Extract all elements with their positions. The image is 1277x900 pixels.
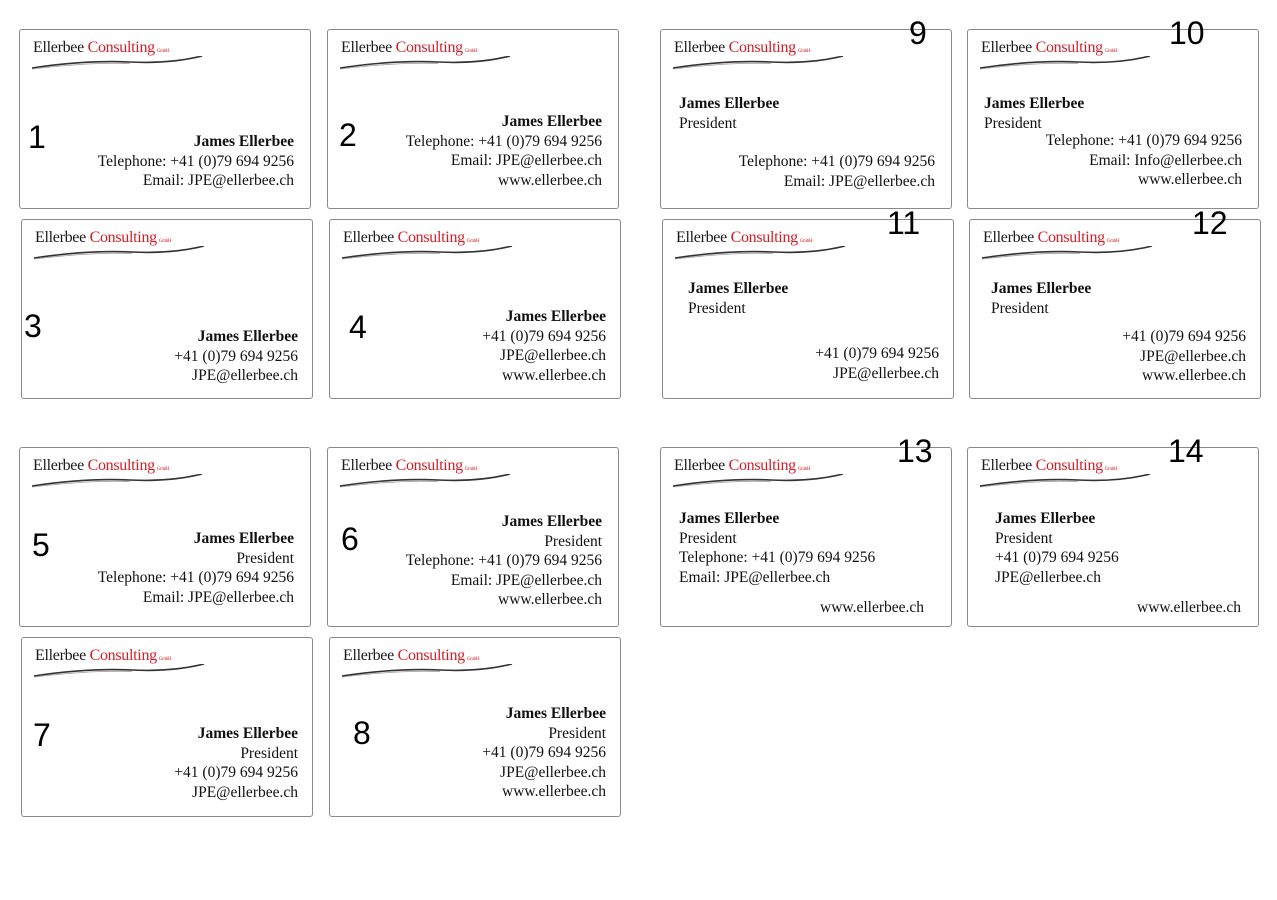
logo-word-ellerbee: Ellerbee — [35, 647, 86, 664]
company-logo — [343, 647, 518, 683]
company-logo — [35, 647, 210, 683]
logo-word-consulting: Consulting — [1035, 457, 1103, 474]
contact-block — [482, 704, 606, 802]
logo-suffix: GmbH — [464, 49, 478, 54]
company-logo — [981, 457, 1156, 493]
contact-block — [1046, 131, 1242, 190]
contact-title: President — [991, 299, 1049, 317]
contact-telephone: +41 (0)79 694 9256 — [995, 549, 1119, 567]
logo-swoosh-icon — [671, 474, 846, 492]
logo-suffix: GmbH — [158, 239, 172, 244]
contact-title: President — [548, 724, 606, 742]
logo-word-consulting: Consulting — [1035, 39, 1103, 56]
logo-word-consulting: Consulting — [397, 229, 465, 246]
card-number: 10 — [1169, 15, 1205, 51]
contact-email: JPE@ellerbee.ch — [833, 364, 939, 382]
logo-word-ellerbee: Ellerbee — [983, 229, 1034, 246]
business-card-3 — [21, 219, 313, 399]
contact-block — [406, 112, 602, 190]
logo-swoosh-icon — [30, 56, 205, 74]
contact-name: James Ellerbee — [193, 133, 294, 150]
logo-word-ellerbee: Ellerbee — [981, 457, 1032, 474]
card-number: 1 — [28, 119, 46, 155]
logo-word-ellerbee: Ellerbee — [676, 229, 727, 246]
contact-website: www.ellerbee.ch — [1137, 599, 1241, 616]
business-card-1 — [19, 29, 311, 209]
company-logo — [341, 457, 516, 493]
contact-title: President — [544, 532, 602, 550]
company-logo — [33, 457, 208, 493]
company-logo — [341, 39, 516, 75]
contact-name: James Ellerbee — [505, 308, 606, 325]
contact-name: James Ellerbee — [501, 113, 602, 130]
contact-name: James Ellerbee — [688, 280, 789, 297]
contact-email: JPE@ellerbee.ch — [192, 783, 298, 801]
contact-telephone: +41 (0)79 694 9256 — [482, 327, 606, 345]
contact-email: Email: JPE@ellerbee.ch — [679, 568, 831, 586]
logo-word-consulting: Consulting — [728, 457, 796, 474]
contact-website: www.ellerbee.ch — [502, 783, 606, 801]
contact-website: www.ellerbee.ch — [820, 599, 924, 616]
logo-word-ellerbee: Ellerbee — [341, 39, 392, 56]
business-card-7 — [21, 637, 313, 817]
company-logo — [676, 229, 851, 265]
contact-telephone: +41 (0)79 694 9256 — [1122, 328, 1246, 345]
contact-website: www.ellerbee.ch — [1138, 171, 1242, 189]
logo-swoosh-icon — [338, 56, 513, 74]
contact-title: President — [984, 114, 1042, 132]
logo-swoosh-icon — [340, 246, 515, 264]
logo-swoosh-icon — [340, 664, 515, 682]
logo-suffix: GmbH — [797, 49, 811, 54]
card-number: 14 — [1168, 433, 1204, 469]
contact-title: President — [688, 299, 746, 317]
logo-word-consulting: Consulting — [395, 457, 463, 474]
business-card-6 — [327, 447, 619, 627]
card-number: 6 — [341, 521, 359, 557]
logo-suffix: GmbH — [156, 467, 170, 472]
logo-word-consulting: Consulting — [89, 647, 157, 664]
company-logo — [35, 229, 210, 265]
logo-swoosh-icon — [338, 474, 513, 492]
card-number: 7 — [33, 717, 51, 753]
card-number: 4 — [349, 309, 367, 345]
contact-telephone: Telephone: +41 (0)79 694 9256 — [97, 152, 294, 170]
contact-telephone: Telephone: +41 (0)79 694 9256 — [1045, 132, 1242, 149]
logo-word-consulting: Consulting — [89, 229, 157, 246]
business-card-8 — [329, 637, 621, 817]
card-number: 8 — [353, 715, 371, 751]
contact-telephone: +41 (0)79 694 9256 — [174, 347, 298, 365]
card-number: 3 — [24, 308, 42, 344]
logo-word-ellerbee: Ellerbee — [674, 39, 725, 56]
contact-telephone: Telephone: +41 (0)79 694 9256 — [738, 153, 935, 170]
contact-name: James Ellerbee — [197, 725, 298, 742]
business-card-4 — [329, 219, 621, 399]
contact-title: President — [679, 529, 737, 547]
logo-word-ellerbee: Ellerbee — [981, 39, 1032, 56]
contact-telephone: Telephone: +41 (0)79 694 9256 — [405, 552, 602, 570]
contact-block — [679, 509, 875, 587]
contact-title: President — [995, 529, 1053, 547]
logo-suffix: GmbH — [464, 467, 478, 472]
contact-telephone: +41 (0)79 694 9256 — [482, 744, 606, 762]
contact-name-block — [991, 279, 1091, 318]
logo-word-consulting: Consulting — [1037, 229, 1105, 246]
contact-title: President — [236, 549, 294, 567]
company-logo — [33, 39, 208, 75]
card-number: 13 — [897, 433, 933, 469]
logo-word-consulting: Consulting — [730, 229, 798, 246]
company-logo — [674, 457, 849, 493]
logo-swoosh-icon — [32, 246, 207, 264]
logo-word-ellerbee: Ellerbee — [33, 39, 84, 56]
contact-email: Email: Info@ellerbee.ch — [1089, 151, 1242, 169]
contact-name: James Ellerbee — [679, 95, 780, 112]
contact-email: JPE@ellerbee.ch — [1140, 347, 1246, 365]
business-card-2 — [327, 29, 619, 209]
card-number: 5 — [32, 527, 50, 563]
logo-suffix: GmbH — [466, 239, 480, 244]
contact-name-block — [984, 94, 1084, 133]
logo-word-ellerbee: Ellerbee — [35, 229, 86, 246]
logo-suffix: GmbH — [1104, 467, 1118, 472]
contact-email: Email: JPE@ellerbee.ch — [450, 571, 602, 589]
contact-name: James Ellerbee — [991, 280, 1092, 297]
contact-block — [174, 724, 298, 802]
card-number: 2 — [339, 117, 357, 153]
logo-word-ellerbee: Ellerbee — [33, 457, 84, 474]
contact-block — [482, 307, 606, 385]
logo-swoosh-icon — [673, 246, 848, 264]
contact-block — [739, 152, 935, 191]
logo-suffix: GmbH — [466, 657, 480, 662]
contact-block — [406, 512, 602, 610]
contact-telephone: Telephone: +41 (0)79 694 9256 — [679, 549, 876, 567]
contact-name: James Ellerbee — [679, 510, 780, 527]
card-number: 9 — [909, 15, 927, 51]
business-card-14 — [967, 433, 1259, 627]
logo-swoosh-icon — [671, 56, 846, 74]
contact-website: www.ellerbee.ch — [1142, 367, 1246, 385]
contact-name-block — [679, 94, 779, 133]
contact-website: www.ellerbee.ch — [498, 591, 602, 609]
contact-block — [174, 327, 298, 386]
company-logo — [983, 229, 1158, 265]
contact-block — [815, 344, 939, 383]
contact-website: www.ellerbee.ch — [498, 171, 602, 189]
logo-suffix: GmbH — [1104, 49, 1118, 54]
contact-website: www.ellerbee.ch — [502, 366, 606, 384]
business-card-12 — [969, 205, 1261, 399]
business-card-11 — [662, 205, 954, 399]
contact-telephone: +41 (0)79 694 9256 — [815, 345, 939, 362]
contact-title: President — [679, 114, 737, 132]
logo-word-consulting: Consulting — [87, 39, 155, 56]
logo-swoosh-icon — [978, 474, 1153, 492]
contact-name: James Ellerbee — [197, 328, 298, 345]
contact-name-block — [688, 279, 788, 318]
contact-block — [995, 509, 1119, 587]
logo-word-ellerbee: Ellerbee — [341, 457, 392, 474]
contact-email: JPE@ellerbee.ch — [500, 763, 606, 781]
contact-email: Email: JPE@ellerbee.ch — [783, 172, 935, 190]
contact-email: JPE@ellerbee.ch — [995, 568, 1101, 586]
contact-block — [98, 132, 294, 191]
contact-email: Email: JPE@ellerbee.ch — [450, 152, 602, 170]
logo-word-ellerbee: Ellerbee — [674, 457, 725, 474]
business-card-13 — [660, 433, 952, 627]
logo-word-consulting: Consulting — [728, 39, 796, 56]
contact-name: James Ellerbee — [501, 513, 602, 530]
logo-swoosh-icon — [980, 246, 1155, 264]
logo-word-ellerbee: Ellerbee — [343, 647, 394, 664]
contact-email: Email: JPE@ellerbee.ch — [142, 172, 294, 190]
logo-suffix: GmbH — [156, 49, 170, 54]
company-logo — [981, 39, 1156, 75]
company-logo — [343, 229, 518, 265]
logo-word-consulting: Consulting — [395, 39, 463, 56]
contact-title: President — [240, 744, 298, 762]
logo-word-consulting: Consulting — [397, 647, 465, 664]
contact-block — [1122, 327, 1246, 386]
contact-name: James Ellerbee — [193, 530, 294, 547]
contact-email: JPE@ellerbee.ch — [500, 347, 606, 365]
logo-suffix: GmbH — [797, 467, 811, 472]
contact-telephone: +41 (0)79 694 9256 — [174, 764, 298, 782]
logo-word-ellerbee: Ellerbee — [343, 229, 394, 246]
contact-block — [98, 529, 294, 607]
business-card-9 — [660, 15, 952, 209]
card-number: 12 — [1192, 205, 1228, 241]
logo-word-consulting: Consulting — [87, 457, 155, 474]
contact-name: James Ellerbee — [505, 705, 606, 722]
contact-name: James Ellerbee — [995, 510, 1096, 527]
logo-swoosh-icon — [32, 664, 207, 682]
logo-suffix: GmbH — [1106, 239, 1120, 244]
logo-swoosh-icon — [30, 474, 205, 492]
business-card-5 — [19, 447, 311, 627]
contact-email: JPE@ellerbee.ch — [192, 367, 298, 385]
contact-telephone: Telephone: +41 (0)79 694 9256 — [97, 569, 294, 587]
logo-suffix: GmbH — [158, 657, 172, 662]
logo-swoosh-icon — [978, 56, 1153, 74]
business-card-10 — [967, 15, 1259, 209]
card-number: 11 — [887, 205, 921, 241]
contact-email: Email: JPE@ellerbee.ch — [142, 588, 294, 606]
logo-suffix: GmbH — [799, 239, 813, 244]
company-logo — [674, 39, 849, 75]
contact-telephone: Telephone: +41 (0)79 694 9256 — [405, 132, 602, 150]
contact-name: James Ellerbee — [984, 95, 1085, 112]
